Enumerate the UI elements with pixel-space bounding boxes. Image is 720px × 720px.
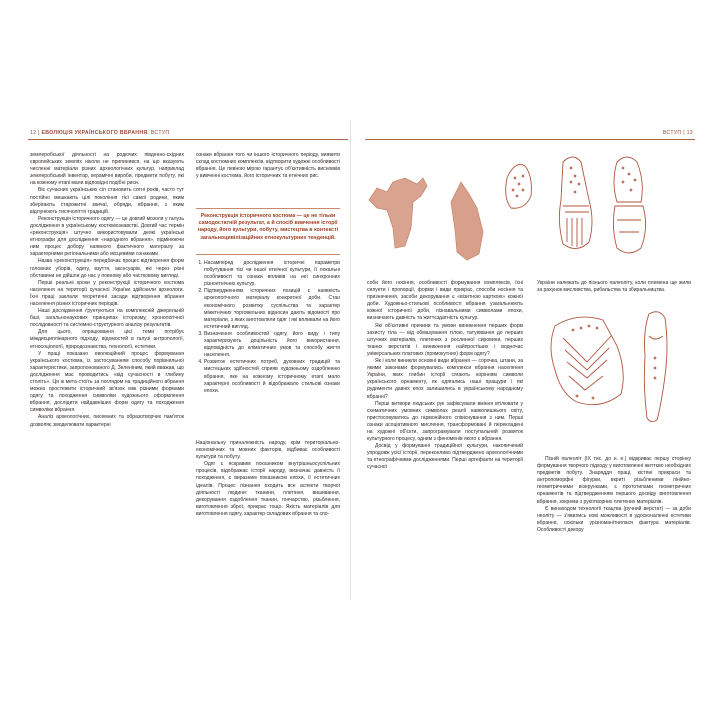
right-column-1 — [367, 280, 523, 472]
paragraph: Є винаходом технології ткацтва (ручний верстат) — за доби неоліту — з'явились нові можливості в удосконаленні естетики вбрання, оскільки урізноманітнилася фактура матеріалів. Особливості декору — [537, 505, 691, 533]
paragraph: соби його носіння, особливості формування комплексів, їхні силуети і пропорції, форми і види прикрас, способи носіння та призначення, засоби декорування є «візитною карткою» кожної доби. Художньо-стильові особливості вбрання узагальнюють кожної історичної доби, пізнавальними символами епохи, визначають давність та життєздатність культур. — [367, 280, 523, 322]
callout-top-rule — [196, 208, 340, 209]
paragraph: Які об'єктивні причини та умови виникнення перших форм захисту тіла — від обмазування тілою, татуювання до перших штучних матеріалів, плетених з рослинної сировини, перших тканих верстатів і виникнення найпростіших і водночас універсальних платових (прямокутних) форм одягу? — [367, 322, 523, 357]
paragraph: Віє сучасних українських сіл становить сотні років, часто тут постійно мешкають цілі покоління тієї самої родини, яким зберігають старожитні звичаї, обряди, вбрання, з яким відлунюють тисячоліття традицій. — [30, 187, 184, 215]
list-item: 3. Визначення особливостей одягу, його виду і типу характеризують доцільність його використання, відповідність до кліматичних умов та способу життя населення. — [204, 331, 340, 359]
right-column-2-bottom — [537, 456, 691, 534]
engraved-figurine-small — [644, 312, 667, 422]
paragraph: Національну приналежність народу, крім територіально-економічних та мовних факторів, відбиває особливості культури та побуту. — [196, 440, 340, 461]
paragraph: Для цього, опрацювання цієї теми потрібує міждисциплінарного підходу, відомостей в галузі антропології, етносоціології, природознавства, технології, естетики. — [30, 329, 184, 350]
left-page — [28, 120, 351, 600]
paragraph: Назва «реконструкція» передбачає процес відтворення форм головних уборів, одягу, взуття, аксесуарів, які через різні обставини не дійшли до нас у повному або частковому вигляді. — [30, 258, 184, 279]
dotted-figurine-1 — [506, 165, 532, 209]
list-item: 1. Насамперед дослідження історичні параметри побутування тієї чи іншої етнічної культури, її локальні особливості та ознаки впливів на неї синхронних різноетнічних культур. — [204, 260, 340, 288]
list-item: 4. Розвиток естетичних потреб, духовних традицій та мистецьких здібностей сприяв художньому оздобленню вбрання, яке на кожному історичному етапі мало характерні особливості й відображало стильові ознаки епохи. — [204, 359, 340, 394]
right-page-number: 13 — [686, 130, 693, 136]
paragraph: Одяг є яскравим показником внутрішньосуспільних процесів, відображає історії народу, визначає давність її походження, є виразним показником епохи, її естетичних ідеалів. Процес пізнання оходить все аспекти творчої діяльності людини: тканини, плетіння, вишивання, декорування оздоблення тканин, гончарство, різьблення, виготовлення зброї, прикрас тощо. Якість матеріалів для виготовлення одягу, характер складових вбрання та спо- — [196, 461, 340, 517]
paragraph: Як і коли виникли основні види вбрання — сорочка, штани, за якими законами формувались комплекси вбрання населення України, яких глибин історії сягають корінням символи українського орнаменту, як одягались наші пращури і які рудименти давніх епох залишились в українському народному вбранні? — [367, 358, 523, 400]
dotted-figurine-2 — [559, 157, 592, 249]
paragraph: Пізній палеоліт (IX тис. до н. е.) відкриває першу сторінку формування творчого підходу у виготовленні життєво необхідних предметів побуту. Знаряддя праці, кістяні прикраси та антропоморфні фігурки, вкриті різьбленими лінійно-геометричними візерунками, є прототипами геометричних орнаментів та підтвердженням першого досвіду виготовлення вбрання, зокрема з рукотворних плетених матеріалів. — [537, 456, 691, 505]
engraved-figurine-large — [551, 317, 623, 405]
paragraph: У праці показано еволюційний процес формування українського костюма, із застосуванням способу порівняльної характеристики, запропонованого Д. Зеленіним, який вважав, що дослідження має проводитись «від сучасності в глибину століть». Ця ж мета стоїть за поглядом на традиційного вбрання можна простежити історичний зв'язок між різними формами одягу та походження символіки художнього оформлення вбрання, дослідити найдавніших форм одягу та походження символіки вбрання. — [30, 350, 184, 414]
paragraph: Наші дослідження ґрунтуються на комплексній джерельній базі, загальнонаукових принципах історизму, хронологічної послідовності та системно-структурного аналізу результатів. — [30, 308, 184, 329]
callout-bottom-rule — [196, 254, 340, 255]
left-column-2-top — [196, 152, 340, 180]
left-column-1 — [30, 152, 184, 429]
paragraph: Аналіз археологічних, писемних та образотворчих пам'яток дозволяє змоделювати характерні — [30, 414, 184, 428]
paragraph: Досвід у формуванні традиційної культури, накопичений упродовж усієї історії, переконливо підтверджено археологічними та етнографічними дослідженнями. Перші артефакти на території сучасної — [367, 443, 523, 471]
dotted-figurine-3 — [613, 157, 645, 253]
left-column-2-bottom — [196, 440, 340, 518]
engraved-figurines-illustration — [537, 306, 693, 430]
pull-quote: Реконструкція історичного костюма — це не тільки самодостатній результат, а й спосіб вивчення історії народу, його культури, побуту, мистецтва в контексті загальноцивілізаційних етнокультурних тенденцій. — [197, 213, 339, 241]
paragraph: Перші реальні кроки у реконструкції історичного костюма населення на території сучасної України здійснили археологи. Їхні праці заклали теоретичні засади відтворення вбрання населення різних історичних періодів. — [30, 279, 184, 307]
clay-figure-2 — [451, 182, 483, 260]
clay-figure-1 — [369, 178, 427, 248]
paragraph: Перші витвори людських рук зафіксували вміння втілювати у схематичних умовних символах реалії навколишнього світу, пристосовуватись до гармонійного співіснування з ним. Перші ознаки асоціативного мислення, трансформовані й перекладені на художні об'єкти, запрограмували поступальний розвиток культурного процесу, одним з феноменів якого є вбрання. — [367, 400, 523, 443]
section-name: ВСТУП — [662, 130, 682, 136]
right-page — [365, 120, 695, 600]
left-page-header — [30, 130, 169, 136]
paragraph: Реконструкція історичного одягу — це довгий мозоля у галузь дослідження в українському костюмознавстві. Довгий час термін «реконструкція» штучно використовували деякі українські етнографи для дослідження «народного вбрання», підмінюючи ним процес добору наявного фактичного матеріалу за характерними регіональними або місцевими ознаками. — [30, 215, 184, 258]
header-separator: | — [38, 130, 40, 136]
left-column-2-list — [196, 260, 340, 395]
right-column-2-top — [537, 280, 691, 294]
section-name: ВСТУП — [150, 130, 170, 136]
paragraph: України належать до пізнього палеоліту, коли племена ще жили за рахунок мисливства, рибальства та збиральництва. — [537, 280, 691, 294]
right-header-rule — [365, 139, 695, 140]
left-header-rule — [28, 139, 348, 140]
paragraph: землеробської діяльності на родючих південно-східних європейських землях ніколи не припинявся, на що вказують численні матеріали різних археологічних культур, наприклад землеробський інвентар, керамічні вироби, предмети побуту, які на кожному етапі мали відповідні подібні риси. — [30, 152, 184, 187]
book-title: ЕВОЛЮЦІЯ УКРАЇНСЬКОГО ВБРАННЯ. — [41, 130, 150, 136]
list-item: 2. Підтвердженням історичних позицій є наявність археологічного матеріалу конкретної доби. Стан економічного розвитку суспільства та характер міжетнічних торговельних відносин дають відомості про матеріали, з яких виготовляли одяг і які впливали на його естетичний вигляд. — [204, 288, 340, 331]
figurines-illustration — [365, 148, 695, 270]
header-separator: | — [683, 130, 685, 136]
left-page-number: 12 — [30, 130, 37, 136]
right-page-header — [663, 130, 693, 136]
paragraph: ознаки вбрання того чи іншого історичного періоду, виявити склад костюмних комплексів, відтворити художні особливості вбрання. Це певною мірою гарантує об'єктивність висновків у вивченні костюма, його історичних та етнічних рис. — [196, 152, 340, 180]
